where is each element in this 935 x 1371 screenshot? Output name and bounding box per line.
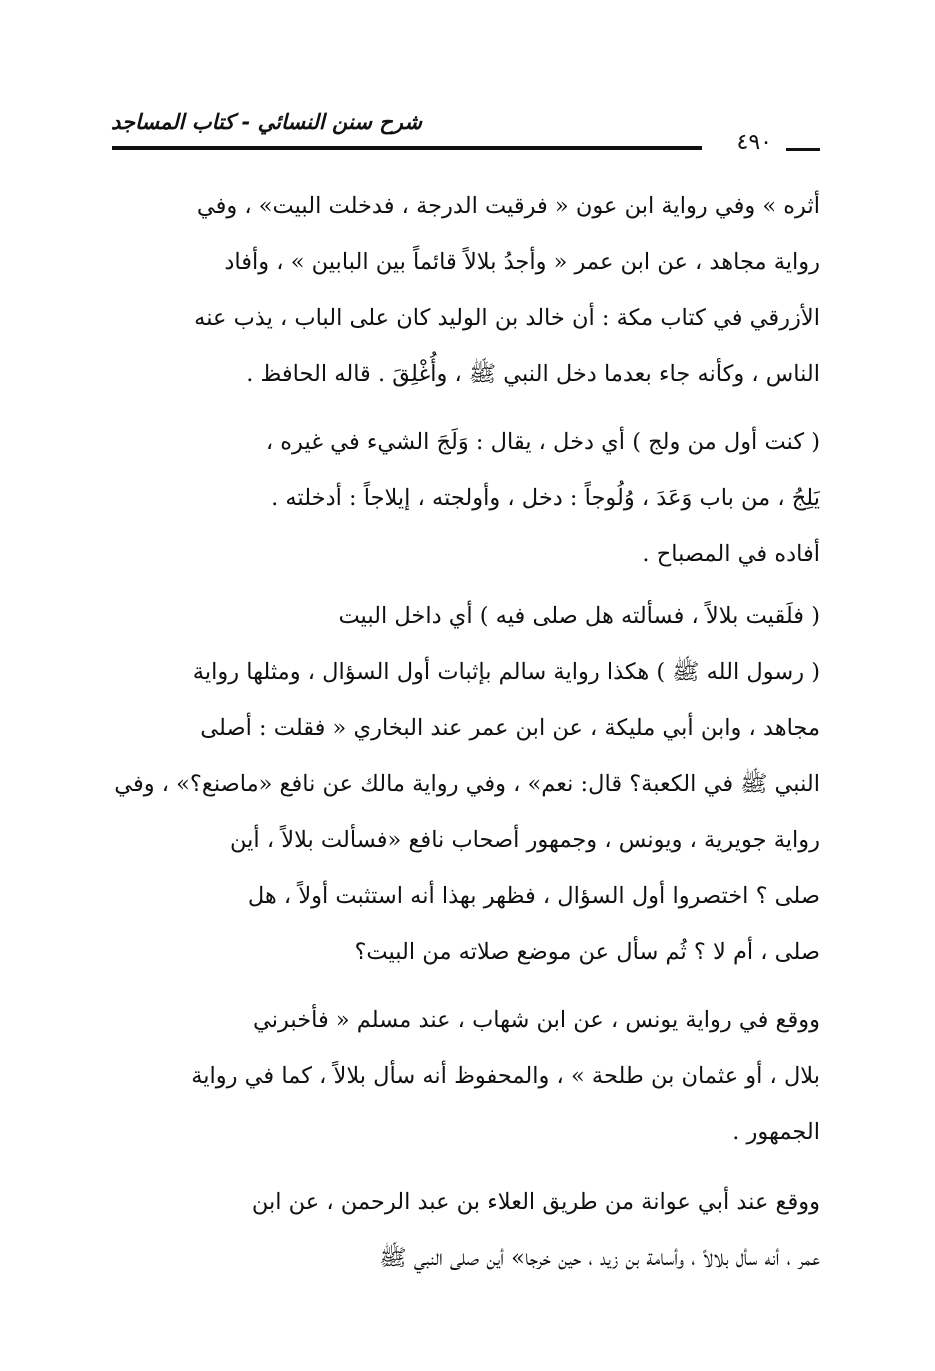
body-text bbox=[112, 178, 820, 1286]
text-line: أثره » وفي رواية ابن عون « فرقيت الدرجة ، فدخلت البيت» ، وفي bbox=[196, 193, 820, 219]
text-line: ( رسول الله ﷺ ) هكذا رواية سالم بإثبات أول السؤال ، ومثلها رواية bbox=[192, 659, 820, 685]
text-line: ( كنت أول من ولج ) أي دخل ، يقال : وَلَجَ الشيء في غيره ، bbox=[265, 429, 820, 455]
paragraph bbox=[112, 414, 820, 582]
text-line: عمر ، أنه سأل بلالاً ، وأسامة بن زيد ، حين خرجا» أين صلى النبي ﷺ bbox=[379, 1245, 820, 1271]
text-line: رواية مجاهد ، عن ابن عمر « وأجدُ بلالاً قائماً بين البابين » ، وأفاد bbox=[224, 249, 820, 275]
text-line: ووقع عند أبي عوانة من طريق العلاء بن عبد الرحمن ، عن ابن bbox=[251, 1189, 820, 1215]
paragraph bbox=[112, 588, 820, 980]
paragraph bbox=[112, 992, 820, 1160]
text-line: صلى ، أم لا ؟ ثُم سأل عن موضع صلاته من البيت؟ bbox=[354, 939, 820, 965]
text-line: صلى ؟ اختصروا أول السؤال ، فظهر بهذا أنه استثبت أولاً ، هل bbox=[247, 883, 820, 909]
running-title: شرح سنن النسائي - كتاب المساجد bbox=[111, 110, 422, 134]
page-number-rule bbox=[786, 148, 820, 151]
paragraph bbox=[112, 178, 820, 402]
text-line: الناس ، وكأنه جاء بعدما دخل النبي ﷺ ، وأُغْلِقَ . قاله الحافظ . bbox=[246, 361, 820, 387]
text-line: أفاده في المصباح . bbox=[642, 541, 820, 567]
header-rule bbox=[112, 146, 702, 150]
text-line: رواية جويرية ، ويونس ، وجمهور أصحاب نافع «فسألت بلالاً ، أين bbox=[230, 827, 820, 853]
page-header bbox=[112, 100, 820, 160]
text-line: مجاهد ، وابن أبي مليكة ، عن ابن عمر عند البخاري « فقلت : أصلى bbox=[200, 715, 820, 741]
text-line: الأزرقي في كتاب مكة : أن خالد بن الوليد كان على الباب ، يذب عنه bbox=[194, 305, 820, 331]
text-line: بلال ، أو عثمان بن طلحة » ، والمحفوظ أنه سأل بلالاً ، كما في رواية bbox=[191, 1063, 820, 1089]
text-line: ( فلَقيت بلالاً ، فسألته هل صلى فيه ) أي داخل البيت bbox=[338, 603, 820, 629]
page-number: ٤٩٠ bbox=[736, 130, 772, 155]
text-line: الجمهور . bbox=[732, 1119, 820, 1145]
text-line: ووقع في رواية يونس ، عن ابن شهاب ، عند مسلم « فأخبرني bbox=[253, 1007, 820, 1033]
text-line: النبي ﷺ في الكعبة؟ قال: نعم» ، وفي رواية مالك عن نافع «ماصنع؟» ، وفي bbox=[114, 771, 820, 797]
text-line: يَلِجُ ، من باب وَعَدَ ، وُلُوجاً : دخل ، وأولجته ، إيلاجاً : أدخلته . bbox=[271, 485, 820, 511]
paragraph bbox=[112, 1174, 820, 1286]
